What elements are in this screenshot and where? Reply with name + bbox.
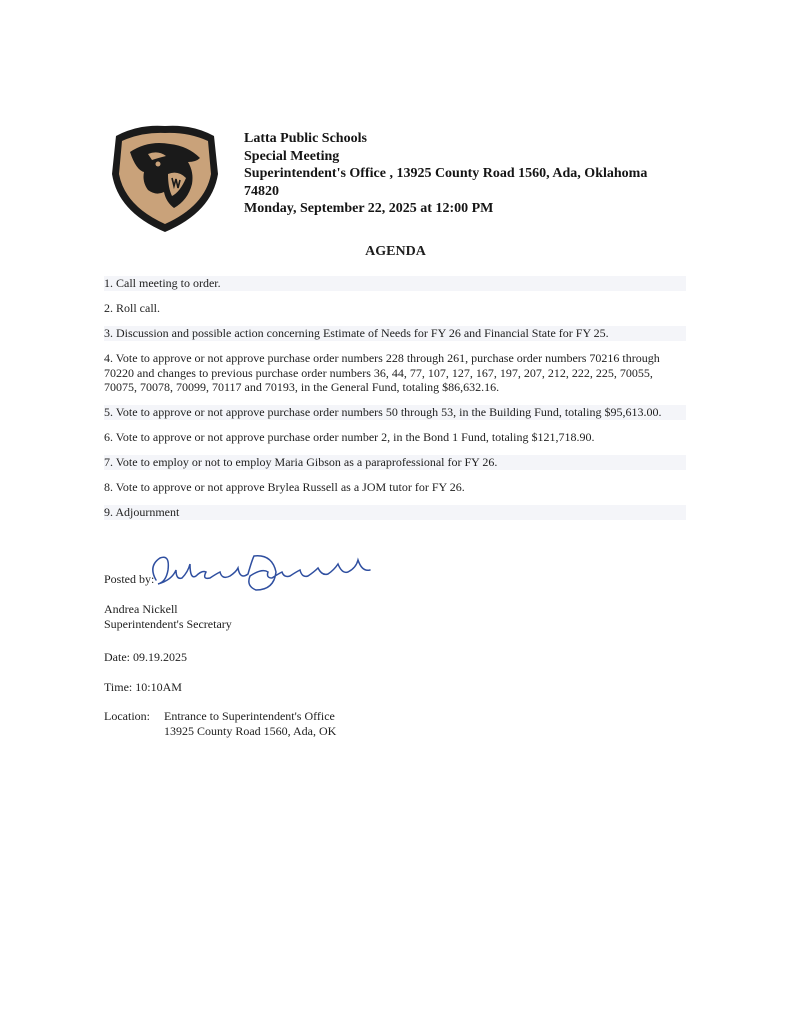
posted-by-label: Posted by:	[104, 572, 155, 586]
signer-name: Andrea Nickell	[104, 602, 178, 616]
agenda-item: 3. Discussion and possible action concerning Estimate of Needs for FY 26 and Financial State for FY 25.	[104, 326, 686, 341]
agenda-item: 8. Vote to approve or not approve Brylea Russell as a JOM tutor for FY 26.	[104, 480, 465, 494]
agenda-item: 6. Vote to approve or not approve purchase order number 2, in the Bond 1 Fund, totaling $121,718.90.	[104, 430, 595, 444]
meeting-datetime: Monday, September 22, 2025 at 12:00 PM	[244, 201, 494, 216]
agenda-item: 4. Vote to approve or not approve purchase order numbers 228 through 261, purchase order numbers 70216 through 70220 and changes to previous purchase order numbers 36, 44, 77, 107, 127, 167, 197, 207, 212, 222, 225, 70055, 70075, 70078, 70099, 70117 and 70193, in the General Fund, totaling $86,632.16.	[104, 351, 660, 394]
post-location	[104, 709, 336, 739]
time-value: 10:10AM	[135, 680, 182, 694]
handwritten-signature	[142, 550, 392, 596]
panther-shield-logo	[108, 122, 222, 234]
meeting-location-line2: 74820	[244, 183, 279, 199]
agenda-list	[104, 276, 686, 530]
agenda-item: 2. Roll call.	[104, 301, 160, 315]
date-value: 09.19.2025	[133, 650, 187, 664]
agenda-item: 7. Vote to employ or not to employ Maria Gibson as a paraprofessional for FY 26.	[104, 455, 686, 470]
location-label: Location:	[104, 709, 150, 723]
post-date	[104, 650, 187, 665]
agenda-title: AGENDA	[365, 244, 426, 259]
meeting-location-line1: Superintendent's Office , 13925 County Road 1560, Ada, Oklahoma	[244, 166, 648, 181]
agenda-item: 9. Adjournment	[104, 505, 686, 520]
meeting-type: Special Meeting	[244, 148, 340, 164]
time-label: Time:	[104, 680, 133, 694]
date-label: Date:	[104, 650, 130, 664]
location-line2: 13925 County Road 1560, Ada, OK	[164, 724, 337, 738]
signer-title: Superintendent's Secretary	[104, 617, 232, 631]
post-time	[104, 680, 182, 695]
school-name: Latta Public Schools	[244, 131, 367, 146]
meeting-header	[244, 130, 694, 218]
signer-block	[104, 602, 232, 632]
agenda-item: 1. Call meeting to order.	[104, 276, 686, 291]
location-line1: Entrance to Superintendent's Office	[164, 709, 335, 723]
agenda-item: 5. Vote to approve or not approve purchase order numbers 50 through 53, in the Building Fund, totaling $95,613.00.	[104, 405, 686, 420]
